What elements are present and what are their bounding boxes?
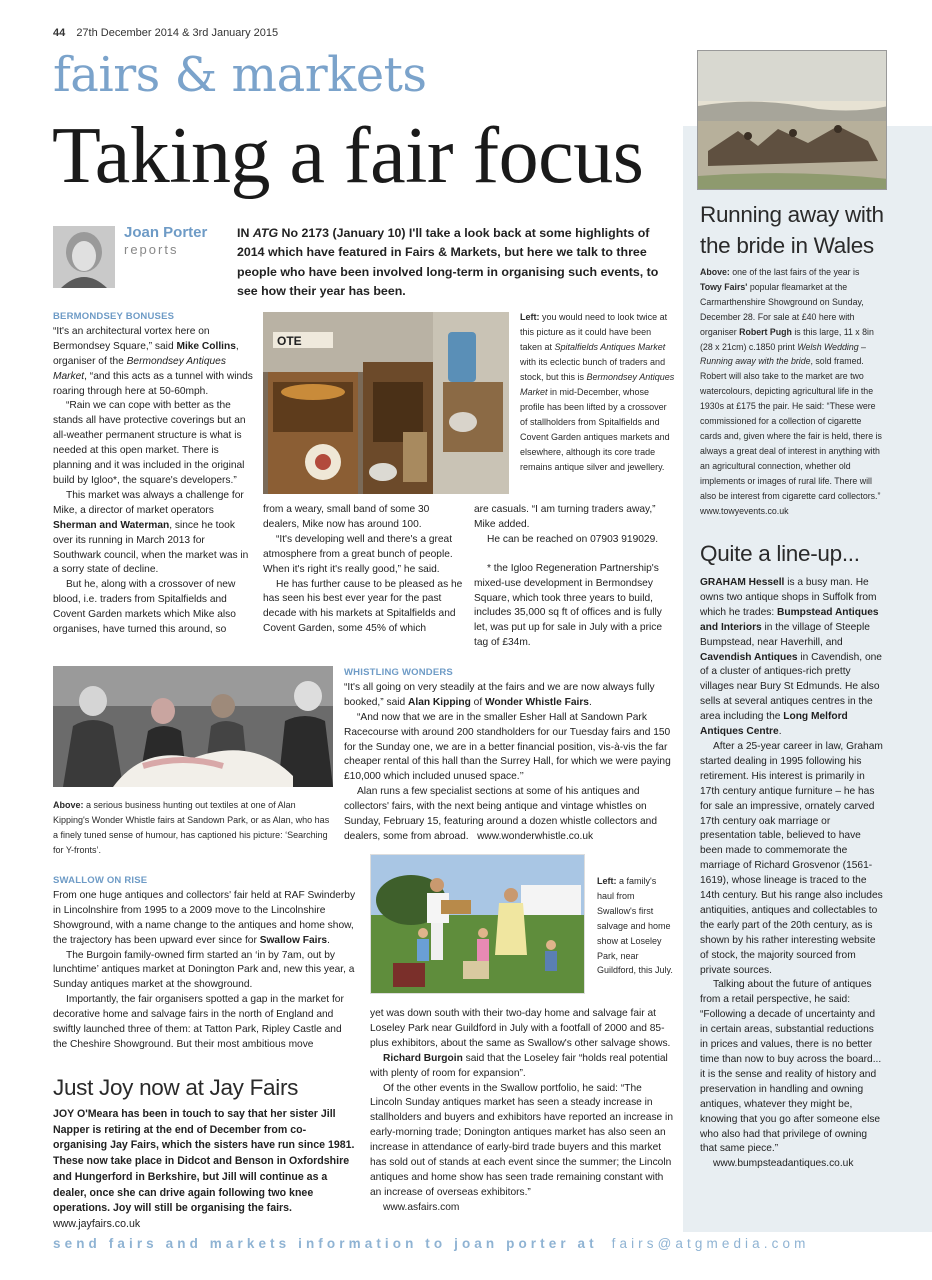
caption-bermondsey: Left: you would need to look twice at this picture as it could have been taken at Spitalfields Antiques Market with its eclectic bunch of traders and stock, but this is Bermondsey Antiques Market in mid-December, whose profile has been lifted by a crossover of stallholders from Spitalfields and Covent Garden antiques markets and elsewhere, although its core trade remains antique silver and jewellery. [520,312,675,472]
wonderwhistle-link[interactable]: www.wonderwhistle.co.uk [477,830,594,842]
footer-text: send fairs and markets information to joan porter at [53,1236,598,1251]
issue-date: 27th December 2014 & 3rd January 2015 [76,27,279,39]
author-photo [53,226,115,288]
author-portrait [53,226,115,288]
swallow-col2: yet was down south with their two-day home and salvage fair at Loseley Park near Guildford in July with a footfall of 2000 and 85-plus exhibitors, about the same as Swallow's other salvage shows. Richard Burgoin said that the Loseley fair “holds real potential with plenty of room for expansion”. Of the other events in the Swallow portfolio, he said: “The Lincoln Sunday antiques market has seen a steady increase in stallholders and buyers and exhibitors have reported an increase in early-morning trade; Donington antiques market has also seen an increase in attendance of early-bird trade buyers and this market has sold out of stands at each event since the summer; the Lincoln antiques and home show has seen trade remaining constant with an increase of overseas exhibitors.” www.asfairs.com [370,1008,673,1213]
swallow-heading: SWALLOW ON RISE [53,875,148,886]
stall-sign-text: OTE [277,334,302,348]
byline-name: Joan Porter [124,224,208,241]
joy-body: JOY O'Meara has been in touch to say that her sister Jill Napper is retiring at the end of December from co-organising Jay Fairs, which the sisters have run since 1981. These now take place in Didcot and Benson in Oxfordshire and Hungerford in Berkshire, but Jill will continue as a dealer, once she can drive again following two knee operations. Joy will still be organising the fairs. www.jayfairs.co.uk [53,1108,355,1230]
caption-family: Left: a family's haul from Swallow's first salvage and home show at Loseley Park, near Guildford, this July. [597,876,673,976]
footer-line [53,1236,913,1251]
page-number: 44 [53,27,66,39]
lineup-heading: Quite a line-up... [700,541,860,566]
joy-heading: Just Joy now at Jay Fairs [53,1075,299,1100]
whistling-section: WHISTLING WONDERS “It's all going on very steadily at the fairs and we are now always fully booked,” said Alan Kipping of Wonder Whistle Fairs. “And now that we are in the smaller Esher Hall at Sandown Park Racecourse with around 200 standholders for our Tuesday fairs and 150 for the Sunday one, we are in a better financial position, vis-à-vis the far cheaper rental of this hall than the Surrey Hall, for which we were paying £10,000 which included unused space.’’ Alan runs a few specialist sections at some of his antiques and collectors' fairs, with the next being antique and vintage whistles on Sunday, February 15, featuring around a dozen whistle collectors and dealers, some from abroad. www.wonderwhistle.co.uk [344,667,671,842]
jayfairs-link[interactable]: www.jayfairs.co.uk [53,1217,141,1230]
lineup-body: GRAHAM Hessell is a busy man. He owns two antique shops in Suffolk from which he trades: Bumpstead Antiques and Interiors in the village of Steeple Bumpstead, near Haverhill, and Cavendish Antiques in Cavendish, one of a cluster of antiques-rich pretty villages near Bury St Edmunds. He also sells at several antiques centres in the area including the Long Melford Antiques Centre. After a 25-year career in law, Graham started dealing in 1995 following his retirement. His interest is primarily in 17th century antique furniture – he has for sale an impressive, ornately carved 17th century oak marriage or presentation table, believed to have been made to commemorate the marriage of Richard Grosvenor (1561-1619), whose lineage is traced to the 14th century. But his range also includes antiquities, antiques and collectables to the early part of the 20th century, as is shown by his rather interesting website of stock, the majority sourced from private sources. Talking about the future of antiques from a retail perspective, he said: “Following a decade of uncertainty and in certain areas, substantial reductions in prices and values, there is no better time than now to buy across the board... it is the sense and reality of history and preservation in handling and owning antiques, whatever they might be, knowing that you go after someone else who also had that privilege of owning that same piece.” www.bumpsteadantiques.co.uk [700,577,883,1170]
caption-textiles: Above: a serious business hunting out textiles at one of Alan Kipping's Wonder Whistle fairs at Sandown Park, or as Alan, who has a finely tuned sense of humour, has captioned his picture: ‘Searching for Y-fronts’. [53,800,330,855]
bermondsey-col1: BERMONDSEY BONUSES “It's an architectural vortex here on Bermondsey Square,” said Mike Collins, organiser of the Bermondsey Antiques Market, “and this acts as a tunnel with winds roaring through here at 50-60mph. “Rain we can cope with better as the stands all have protective coverings but an all-weather permanent structure is what is needed at this open market. There is planning and it was included in the original build by Igloo*, the square's developers.” This market was always a challenge for Mike, a director of market operators Sherman and Waterman, since he took over its running in March 2013 for Southwark council, when the market was in a sorry state of decline. But he, along with a crossover of new blood, i.e. traders from Spitalfields and Covent Garden markets which Mike also organises, have turned this around, so [53,311,253,636]
page-header [53,27,278,39]
wales-heading: Running away with the bride in Wales [700,202,884,258]
page-title: Taking a fair focus [52,112,644,200]
section-title: fairs & markets [53,47,427,103]
textiles-fair-photo [53,666,333,787]
bermondsey-col2: from a weary, small band of some 30 dealers, Mike now has around 100. “It's developing well and there's a great atmosphere from a great bunch of people. When it's right it's really good,” he said. He has further cause to be pleased as he has seen his best ever year for the past decade with his markets at Spitalfields and Covent Garden, some 45% of which [263,504,463,635]
asfairs-link[interactable]: www.asfairs.com [383,1201,460,1213]
bermondsey-market-photo [263,312,509,494]
footer-email-link[interactable]: fairs@atgmedia.com [611,1236,810,1251]
bumpstead-link[interactable]: www.bumpsteadantiques.co.uk [713,1158,854,1170]
family-haul-photo [370,854,585,994]
wales-caption: Above: one of the last fairs of the year is Towy Fairs' popular fleamarket at the Carmarthenshire Showground on Sunday, December 28. For sale at £40 here with organiser Robert Pugh is this large, 11 x 8in (28 x 21cm) c.1850 print Welsh Wedding – Running away with the bride, sold framed. Robert will also take to the market are two watercolours, depicting agricultural life in the 1930s at £175 the pair. He said: “These were commissioned for a collection of cigarette cards and, given where the fair is held, there is always a great deal of interest in anything with an agricultural connection, whether old implements or images of rural life. There will also be interest from cigarette card collectors.” www.towyevents.co.uk [700,267,882,516]
bermondsey-col3: are casuals. “I am turning traders away,” Mike added. He can be reached on 07903 919029. * the Igloo Regeneration Partnership's mixed-use development in Bermondsey Square, which took three years to build, includes 35,000 sq ft of offices and is fully let, was put up for sale in July with a price tag of £34m. [474,504,662,649]
intro-text: IN ATG No 2173 (January 10) I'll take a look back at some highlights of 2014 which have featured in Fairs & Markets, but here we talk to three people who have been involved long-term in organising such events, to see how their year has been. [237,226,659,299]
welsh-wedding-print [697,50,887,190]
swallow-col1: SWALLOW ON RISE From one huge antiques and collectors' fair held at RAF Swinderby in Lincolnshire from 1995 to a 2009 move to the Lincolnshire Showground, with a name change to the antiques and home show, the trajectory has been upward ever since for Swallow Fairs. The Burgoin family-owned firm started an ‘in by 7am, out by lunchtime’ antiques market at Donington Park and, new this year, a Sunday antiques market at the showground. Importantly, the fair organisers spotted a gap in the market for decorative home and salvage fairs in the north of England and swiftly launched three of them: at Tatton Park, Ripley Castle and the Cheshire Showground. But their most ambitious move [53,874,358,1053]
bermondsey-heading: BERMONDSEY BONUSES [53,311,175,322]
whistling-heading: WHISTLING WONDERS [344,667,453,678]
towyevents-link[interactable]: www.towyevents.co.uk [700,505,789,516]
byline-role: reports [124,242,179,257]
